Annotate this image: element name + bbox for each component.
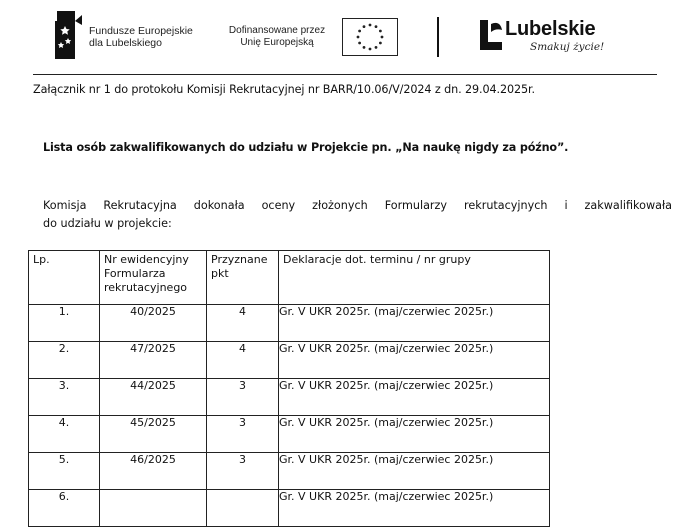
eu-star-icon xyxy=(381,36,384,39)
row-registration-number: 45/2025 xyxy=(100,416,207,453)
row-lp: 3. xyxy=(29,379,100,416)
row-points xyxy=(207,490,279,527)
intro-paragraph-line-1: Komisja Rekrutacyjna dokonała oceny złożonych Formularzy rekrutacyjnych i zakwalifikowała xyxy=(43,199,672,212)
qualified-participants-table xyxy=(28,250,550,527)
table-row xyxy=(29,453,550,490)
eu-flag-icon xyxy=(342,18,398,56)
row-lp: 4. xyxy=(29,416,100,453)
annex-line: Załącznik nr 1 do protokołu Komisji Rekrutacyjnej nr BARR/10.06/V/2024 z dn. 29.04.2025r. xyxy=(33,83,535,96)
table-row xyxy=(29,379,550,416)
eu-star-icon xyxy=(358,42,361,45)
lubelskie-name: Lubelskie xyxy=(505,18,596,40)
row-points: 3 xyxy=(207,453,279,490)
header-points: Przyznane pkt xyxy=(207,251,279,305)
eu-star-icon xyxy=(375,46,378,49)
row-lp: 5. xyxy=(29,453,100,490)
row-registration-number xyxy=(100,490,207,527)
logo-separator xyxy=(437,17,439,57)
eu-star-icon xyxy=(369,24,372,27)
eu-star-icon xyxy=(363,25,366,28)
lubelskie-logo-icon xyxy=(476,18,504,52)
row-points: 3 xyxy=(207,379,279,416)
fundusze-europejskie-text: Fundusze Europejskie dla Lubelskiego xyxy=(89,25,193,49)
list-title: Lista osób zakwalifikowanych do udziału w Projekcie pn. „Na naukę nigdy za późno”. xyxy=(43,141,569,154)
eu-star-icon xyxy=(379,42,382,45)
table-row xyxy=(29,490,550,527)
header-lp: Lp. xyxy=(29,251,100,305)
eu-star-icon xyxy=(363,46,366,49)
eu-star-icon xyxy=(375,25,378,28)
row-lp: 6. xyxy=(29,490,100,527)
header-declaration: Deklaracje dot. terminu / nr grupy xyxy=(279,251,550,305)
row-declaration: Gr. V UKR 2025r. (maj/czerwiec 2025r.) xyxy=(279,490,550,527)
row-declaration: Gr. V UKR 2025r. (maj/czerwiec 2025r.) xyxy=(279,453,550,490)
header-registration-number: Nr ewidencyjny Formularza rekrutacyjnego xyxy=(100,251,207,305)
table-row xyxy=(29,416,550,453)
eu-cofinancing-text: Dofinansowane przez Unię Europejską xyxy=(228,25,326,48)
table-row xyxy=(29,305,550,342)
fundusze-europejskie-logo-icon xyxy=(55,11,82,59)
row-registration-number: 40/2025 xyxy=(100,305,207,342)
lubelskie-slogan: Smakuj życie! xyxy=(530,41,605,53)
intro-paragraph-line-2: do udziału w projekcie: xyxy=(43,217,172,230)
table-header-row xyxy=(29,251,550,305)
row-declaration: Gr. V UKR 2025r. (maj/czerwiec 2025r.) xyxy=(279,379,550,416)
row-declaration: Gr. V UKR 2025r. (maj/czerwiec 2025r.) xyxy=(279,305,550,342)
header-divider xyxy=(33,74,657,75)
row-declaration: Gr. V UKR 2025r. (maj/czerwiec 2025r.) xyxy=(279,342,550,379)
table-row xyxy=(29,342,550,379)
row-points: 4 xyxy=(207,305,279,342)
eu-star-icon xyxy=(357,36,360,39)
row-registration-number: 46/2025 xyxy=(100,453,207,490)
row-points: 4 xyxy=(207,342,279,379)
row-declaration: Gr. V UKR 2025r. (maj/czerwiec 2025r.) xyxy=(279,416,550,453)
eu-star-icon xyxy=(358,30,361,33)
row-points: 3 xyxy=(207,416,279,453)
header-logos xyxy=(0,0,687,75)
eu-star-icon xyxy=(369,48,372,51)
row-lp: 2. xyxy=(29,342,100,379)
row-registration-number: 44/2025 xyxy=(100,379,207,416)
row-lp: 1. xyxy=(29,305,100,342)
eu-star-icon xyxy=(379,30,382,33)
row-registration-number: 47/2025 xyxy=(100,342,207,379)
